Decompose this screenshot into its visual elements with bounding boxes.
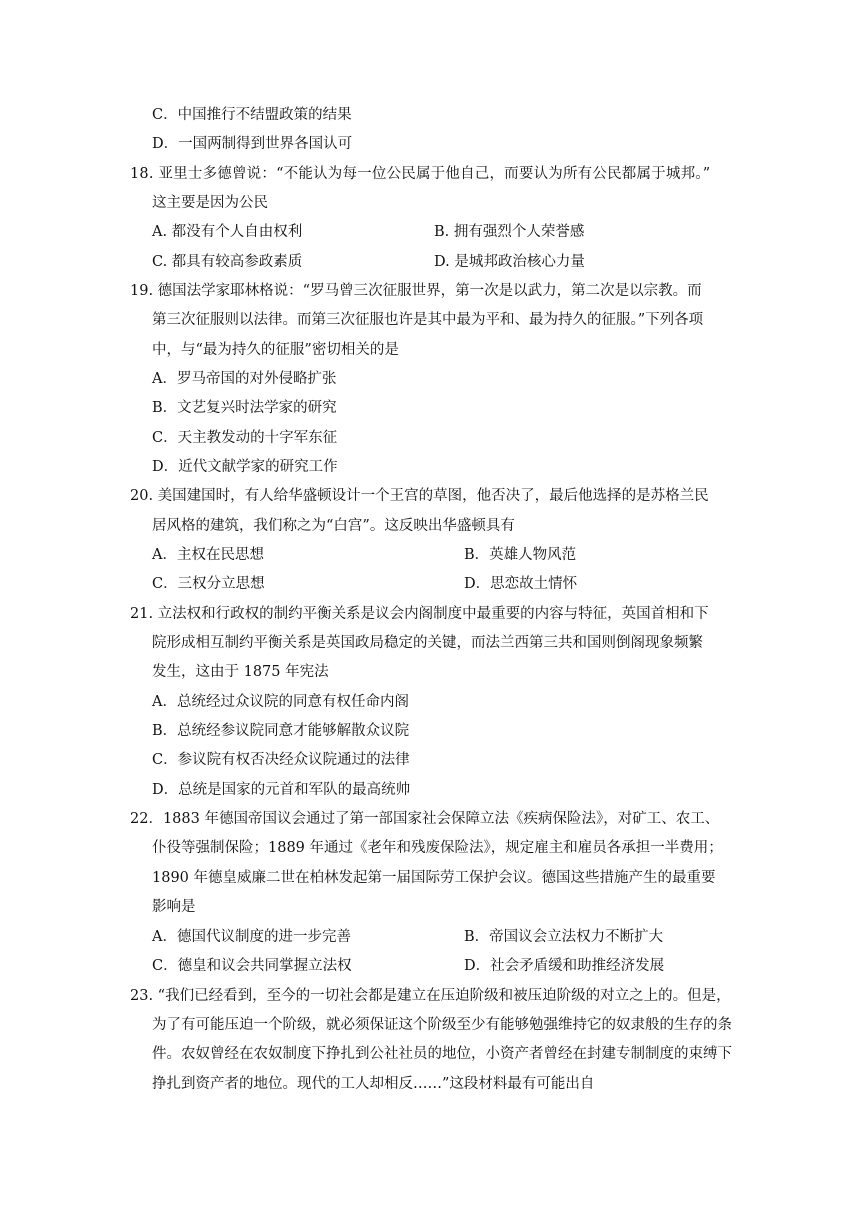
q22-stem-line-2: 仆役等强制保险；1889 年通过《老年和残废保险法》，规定雇主和雇员各承担一半费用； xyxy=(152,840,723,856)
q22-option-c: C．德皇和议会共同掌握立法权 xyxy=(152,958,352,974)
q18-option-b: B. 拥有强烈个人荣誉感 xyxy=(434,224,585,240)
q19-option-c: C．天主教发动的十字军东征 xyxy=(152,430,338,446)
q19-option-d: D．近代文献学家的研究工作 xyxy=(152,459,338,475)
q23-stem-line-4: 挣扎到资产者的地位。现代的工人却相反……”这段材料最有可能出自 xyxy=(152,1076,595,1092)
q20-option-c: C．三权分立思想 xyxy=(152,576,265,592)
q19-option-a: A．罗马帝国的对外侵略扩张 xyxy=(152,371,337,387)
q19-option-b: B．文艺复兴时法学家的研究 xyxy=(152,400,337,416)
q21-option-c: C．参议院有权否决经众议院通过的法律 xyxy=(152,752,410,768)
q20-option-b: B．英雄人物风范 xyxy=(464,547,577,563)
q19-stem-line-3: 中，与“最为持久的征服”密切相关的是 xyxy=(152,342,399,358)
q17-option-d: D．一国两制得到世界各国认可 xyxy=(152,136,353,152)
q21-stem-line-1: 21. 立法权和行政权的制约平衡关系是议会内阁制度中最重要的内容与特征，英国首相和下 xyxy=(130,606,709,622)
q18-stem-line-2: 这主要是因为公民 xyxy=(152,195,268,211)
q22-option-d: D．社会矛盾缓和助推经济发展 xyxy=(464,958,665,974)
q23-stem-line-2: 为了有可能压迫一个阶级，就必须保证这个阶级至少有能够勉强维持它的奴隶般的生存的条 xyxy=(152,1017,732,1033)
q22-option-b: B．帝国议会立法权力不断扩大 xyxy=(464,929,664,945)
q19-stem-line-1: 19. 德国法学家耶林格说：“罗马曾三次征服世界，第一次是以武力，第二次是以宗教。而 xyxy=(130,283,702,299)
q23-stem-line-1: 23. “我们已经看到，至今的一切社会都是建立在压迫阶级和被压迫阶级的对立之上的。但是， xyxy=(130,988,731,1004)
q18-option-d: D. 是城邦政治核心力量 xyxy=(434,254,585,270)
q22-stem-line-3: 1890 年德皇威廉二世在柏林发起第一届国际劳工保护会议。德国这些措施产生的最重要 xyxy=(152,870,716,886)
q19-stem-line-2: 第三次征服则以法律。而第三次征服也许是其中最为平和、最为持久的征服。”下列各项 xyxy=(152,312,704,328)
q21-option-a: A．总统经过众议院的同意有权任命内阁 xyxy=(152,694,409,710)
q18-stem-line-1: 18. 亚里士多德曾说：“不能认为每一位公民属于他自己，而要认为所有公民都属于城邦。” xyxy=(130,166,711,182)
q21-stem-line-2: 院形成相互制约平衡关系是英国政局稳定的关键，而法兰西第三共和国则倒阁现象频繁 xyxy=(152,635,703,651)
q20-stem-line-1: 20. 美国建国时，有人给华盛顿设计一个王宫的草图，他否决了，最后他选择的是苏格兰民 xyxy=(130,488,709,504)
q21-stem-line-3: 发生，这由于 1875 年宪法 xyxy=(152,664,329,680)
q20-option-a: A．主权在民思想 xyxy=(152,547,264,563)
q18-option-a: A. 都没有个人自由权利 xyxy=(152,224,303,240)
q22-stem-line-4: 影响是 xyxy=(152,899,196,915)
q18-option-c: C. 都具有较高参政素质 xyxy=(152,254,303,270)
q17-option-c: C．中国推行不结盟政策的结果 xyxy=(152,107,352,123)
q20-option-d: D．思恋故土情怀 xyxy=(464,576,578,592)
q20-stem-line-2: 居风格的建筑，我们称之为“白宫”。这反映出华盛顿具有 xyxy=(152,518,515,534)
q21-option-d: D．总统是国家的元首和军队的最高统帅 xyxy=(152,782,411,798)
q21-option-b: B．总统经参议院同意才能够解散众议院 xyxy=(152,723,410,739)
q22-option-a: A．德国代议制度的进一步完善 xyxy=(152,929,351,945)
q23-stem-line-3: 件。农奴曾经在农奴制度下挣扎到公社社员的地位，小资产者曾经在封建专制制度的束缚下 xyxy=(152,1046,732,1062)
q22-stem-line-1: 22．1883 年德国帝国议会通过了第一部国家社会保障立法《疾病保险法》，对矿工、农工、 xyxy=(130,811,720,827)
